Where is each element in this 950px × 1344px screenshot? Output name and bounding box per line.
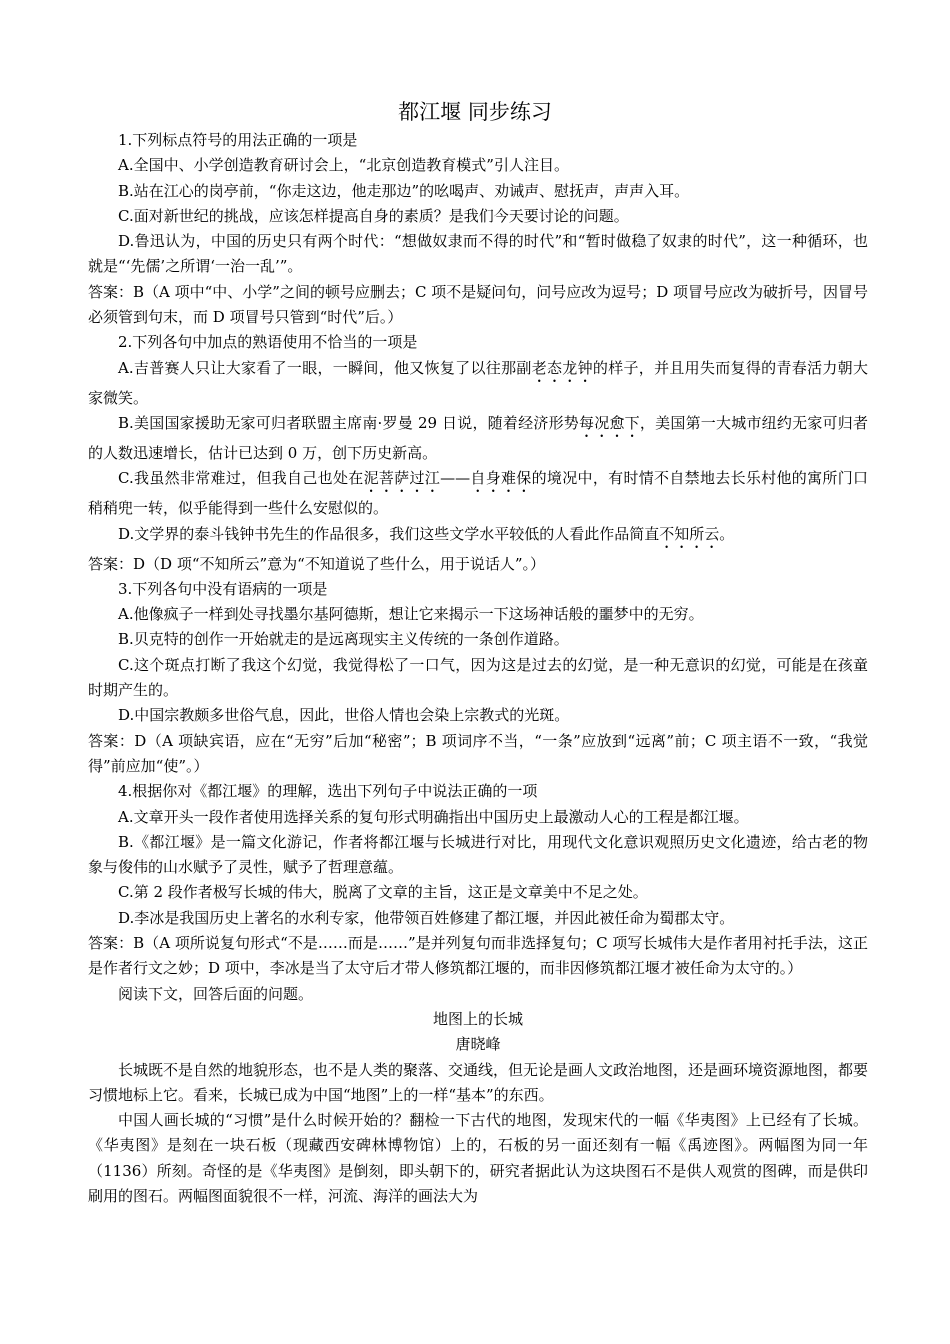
article-title: 地图上的长城 bbox=[432, 1009, 523, 1028]
document-body bbox=[88, 128, 868, 1209]
question-2-option-d bbox=[88, 522, 868, 552]
question-1-option-d: D.鲁迅认为，中国的历史只有两个时代：“想做奴隶而不得的时代”和“暂时做稳了奴隶的时代”，这一种循环，也就是“‘先儒’之所谓‘一治一乱’”。 bbox=[88, 232, 868, 276]
question-2-stem: 2.下列各句中加点的熟语使用不恰当的一项是 bbox=[118, 333, 418, 352]
page-title: 都江堰 同步练习 bbox=[398, 100, 552, 124]
question-3-stem: 3.下列各句中没有语病的一项是 bbox=[118, 579, 328, 598]
option-text: B.美国国家援助无家可归者联盟主席南·罗曼 29 日说，随着经济形势 bbox=[118, 413, 580, 432]
article-author: 唐晓峰 bbox=[455, 1035, 501, 1054]
option-text: 。 bbox=[719, 524, 735, 543]
question-3-option-b: B.贝克特的创作一开始就走的是远离现实主义传统的一条创作道路。 bbox=[118, 630, 569, 649]
question-4-stem: 4.根据你对《都江堰》的理解，选出下列句子中说法正确的一项 bbox=[118, 782, 538, 801]
option-text: ，美国第一大城市纽约无家可归者的人数迅速增长，估计已达到 0 万，创下历史新高。 bbox=[88, 413, 868, 462]
question-1-stem: 1.下列标点符号的用法正确的一项是 bbox=[118, 131, 358, 149]
question-4-option-c: C.第 2 段作者极写长城的伟大，脱离了文章的主旨，这正是文章美中不足之处。 bbox=[118, 883, 648, 902]
question-3-option-a: A.他像疯子一样到处寻找墨尔基阿德斯，想让它来揭示一下这场神话般的噩梦中的无穷。 bbox=[118, 605, 704, 624]
question-1-option-c: C.面对新世纪的挑战，应该怎样提高自身的素质？是我们今天要讨论的问题。 bbox=[118, 206, 629, 225]
option-text: 的样子，并且用失而复得的青春活力朝大家微笑。 bbox=[88, 358, 868, 407]
question-1-answer: 答案：B（A 项中“中、小学”之间的顿号应删去；C 项不是疑问句，问号应改为逗号；D 项冒号应改为破折号，因冒号必须管到句末，而 D 项冒号只管到“时代”后。） bbox=[88, 282, 869, 327]
question-1-option-b: B.站在江心的岗亭前，“你走这边，他走那边”的吆喝声、劝诫声、慰抚声，声声入耳。 bbox=[118, 181, 690, 200]
question-1-option-a: A.全国中、小学创造教育研讨会上，“北京创造教育模式”引人注目。 bbox=[118, 156, 569, 175]
question-2-answer: 答案：D（D 项“不知所云”意为“不知道说了些什么，用于说话人”。） bbox=[88, 554, 545, 573]
question-3-option-c: C.这个斑点打断了我这个幻觉，我觉得松了一口气，因为这是过去的幻觉，是一种无意识的幻觉，可能是在孩童时期产生的。 bbox=[88, 655, 868, 700]
question-3-answer: 答案：D（A 项缺宾语，应在“无穷”后加“秘密”；B 项词序不当，“一条”应放到“远离”前；C 项主语不一致，“我觉得”前应加“使”。） bbox=[88, 731, 868, 775]
option-text: D.文学界的泰斗钱钟书先生的作品很多，我们这些文学水平较低的人看此作品简直 bbox=[118, 524, 660, 543]
dotted-idiom: 不知所云 bbox=[659, 524, 720, 543]
question-4-option-a: A.文章开头一段作者使用选择关系的复句形式明确指出中国历史上最激动人心的工程是都江堰。 bbox=[118, 807, 749, 826]
article-paragraph-2: 中国人画长城的“习惯”是什么时候开始的？翻检一下古代的地图，发现宋代的一幅《华夷图》上已经有了长城。《华夷图》是刻在一块石板（现藏西安碑林博物馆）上的，石板的另一面还刻有一幅《禹迹图》。两幅图为同一年（1136）所刻。奇怪的是《华夷图》是倒刻，即头朝下的，研究者据此认为这块图石不是供人观赏的图碑，而是供印刷用的图石。两幅图面貌很不一样，河流、海洋的画法大为 bbox=[88, 1111, 868, 1205]
question-4-answer: 答案：B（A 项所说复句形式“不是……而是……”是并列复句而非选择复句；C 项写长城伟大是作者用衬托手法，这正是作者行文之妙；D 项中，李冰是当了太守后才带人修筑都江堰的，而非因修筑都江堰才被任命为太守的。） bbox=[88, 934, 868, 978]
dotted-idiom: 泥菩萨过江——自身难保 bbox=[363, 469, 532, 488]
question-4-option-b: B.《都江堰》是一篇文化游记，作者将都江堰与长城进行对比，用现代文化意识观照历史文化遗迹，给古老的物象与俊伟的山水赋予了灵性，赋予了哲理意蕴。 bbox=[88, 832, 868, 877]
question-3-option-d: D.中国宗教颇多世俗气息，因此，世俗人情也会染上宗教式的光斑。 bbox=[118, 706, 570, 725]
dotted-idiom: 每况愈下 bbox=[579, 413, 640, 432]
article-paragraph-1: 长城既不是自然的地貌形态，也不是人类的聚落、交通线，但无论是画人文政治地图，还是画环境资源地图，都要习惯地标上它。看来，长城已成为中国“地图”上的一样“基本”的东西。 bbox=[88, 1060, 869, 1104]
reading-intro: 阅读下文，回答后面的问题。 bbox=[118, 984, 314, 1003]
question-2-option-a bbox=[88, 356, 868, 411]
option-text: 的境况中，有时情不自禁地去长乐村他的寓所门口稍稍兜一转，似乎能得到一些什么安慰似的。 bbox=[88, 469, 868, 518]
question-4-option-d: D.李冰是我国历史上著名的水利专家，他带领百姓修建了都江堰，并因此被任命为蜀郡太守。 bbox=[118, 908, 735, 927]
question-2-option-c bbox=[88, 466, 868, 521]
dotted-idiom: 老态龙钟 bbox=[531, 358, 593, 377]
question-2-option-b bbox=[88, 411, 868, 466]
option-text: C.我虽然非常难过，但我自己也处在 bbox=[118, 469, 364, 488]
option-text: A.吉普赛人只让大家看了一眼，一瞬间，他又恢复了以往那副 bbox=[118, 358, 532, 377]
